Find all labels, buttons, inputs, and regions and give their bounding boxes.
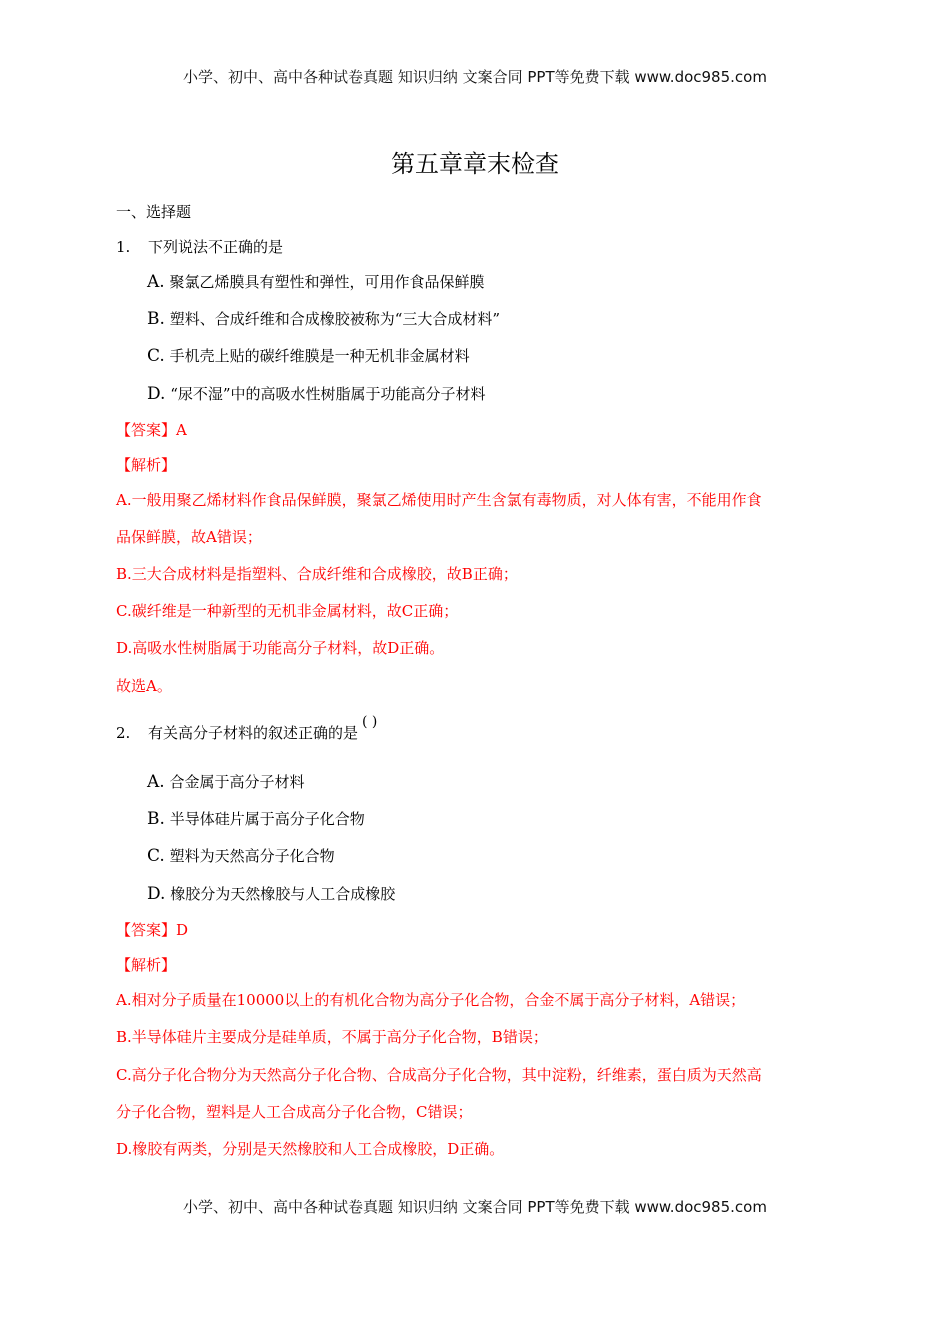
option-letter: D.: [147, 384, 166, 404]
option-c: [147, 346, 470, 366]
question-1: [116, 237, 283, 257]
analysis-label-1: 【解析】: [116, 456, 177, 474]
question-stem: 下列说法不正确的是: [148, 238, 284, 256]
answer-label: 【答案】: [116, 421, 177, 439]
page-header: 小学、初中、高中各种试卷真题 知识归纳 文案合同 PPT等免费下载 www.doc985.com: [183, 68, 767, 86]
question-stem: 有关高分子材料的叙述正确的是: [148, 724, 359, 742]
page-footer: 小学、初中、高中各种试卷真题 知识归纳 文案合同 PPT等免费下载 www.doc985.com: [183, 1198, 767, 1216]
option-c: [147, 846, 335, 866]
analysis-line: 品保鲜膜，故A错误；: [116, 528, 262, 546]
option-b: [147, 809, 365, 829]
option-letter: B.: [147, 309, 165, 329]
answer-1: [116, 420, 187, 440]
option-d: [147, 384, 486, 404]
analysis-line: A.一般用聚乙烯材料作食品保鲜膜，聚氯乙烯使用时产生含氯有毒物质，对人体有害，不能用作食: [116, 491, 762, 509]
option-text: 橡胶分为天然橡胶与人工合成橡胶: [170, 885, 396, 903]
analysis-line: C.高分子化合物分为天然高分子化合物、合成高分子化合物，其中淀粉，纤维素，蛋白质为天然高: [116, 1066, 762, 1084]
option-letter: A.: [147, 772, 165, 792]
page-title: 第五章章末检查: [391, 150, 559, 178]
answer-label: 【答案】: [116, 921, 177, 939]
option-text: 半导体硅片属于高分子化合物: [169, 810, 365, 828]
option-text: 塑料、合成纤维和合成橡胶被称为“三大合成材料”: [169, 310, 501, 328]
question-number: 1.: [116, 238, 131, 256]
option-letter: A.: [147, 272, 165, 292]
analysis-line: D.橡胶有两类，分别是天然橡胶和人工合成橡胶，D正确。: [116, 1140, 505, 1158]
option-text: 塑料为天然高分子化合物: [169, 847, 335, 865]
question-2: [116, 714, 378, 744]
option-letter: B.: [147, 809, 165, 829]
option-a: [147, 772, 304, 792]
option-text: 合金属于高分子材料: [169, 773, 305, 791]
option-a: [147, 272, 484, 292]
option-d: [147, 884, 395, 904]
section-heading: 一、选择题: [116, 203, 192, 221]
answer-2: [116, 920, 188, 940]
option-text: 手机壳上贴的碳纤维膜是一种无机非金属材料: [169, 347, 470, 365]
option-letter: D.: [147, 884, 166, 904]
analysis-line: B.半导体硅片主要成分是硅单质，不属于高分子化合物，B错误；: [116, 1028, 548, 1046]
option-letter: C.: [147, 846, 165, 866]
option-text: “尿不湿”中的高吸水性树脂属于功能高分子材料: [170, 385, 486, 403]
answer-value: D: [176, 921, 189, 939]
analysis-label-2: 【解析】: [116, 956, 177, 974]
option-letter: C.: [147, 346, 165, 366]
analysis-line: C.碳纤维是一种新型的无机非金属材料，故C正确；: [116, 602, 459, 620]
question-number: 2.: [116, 724, 131, 742]
analysis-line: A.相对分子质量在10000以上的有机化合物为高分子化合物，合金不属于高分子材料，A错误；: [116, 991, 746, 1009]
analysis-line: D.高吸水性树脂属于功能高分子材料，故D正确。: [116, 639, 445, 657]
option-text: 聚氯乙烯膜具有塑性和弹性，可用作食品保鲜膜: [169, 273, 485, 291]
answer-value: A: [176, 421, 187, 439]
answer-bracket: ( ): [362, 714, 378, 730]
option-b: [147, 309, 500, 329]
conclusion: 故选A。: [116, 677, 172, 695]
analysis-line: 分子化合物，塑料是人工合成高分子化合物，C错误；: [116, 1103, 473, 1121]
analysis-line: B.三大合成材料是指塑料、合成纤维和合成橡胶，故B正确；: [116, 565, 518, 583]
